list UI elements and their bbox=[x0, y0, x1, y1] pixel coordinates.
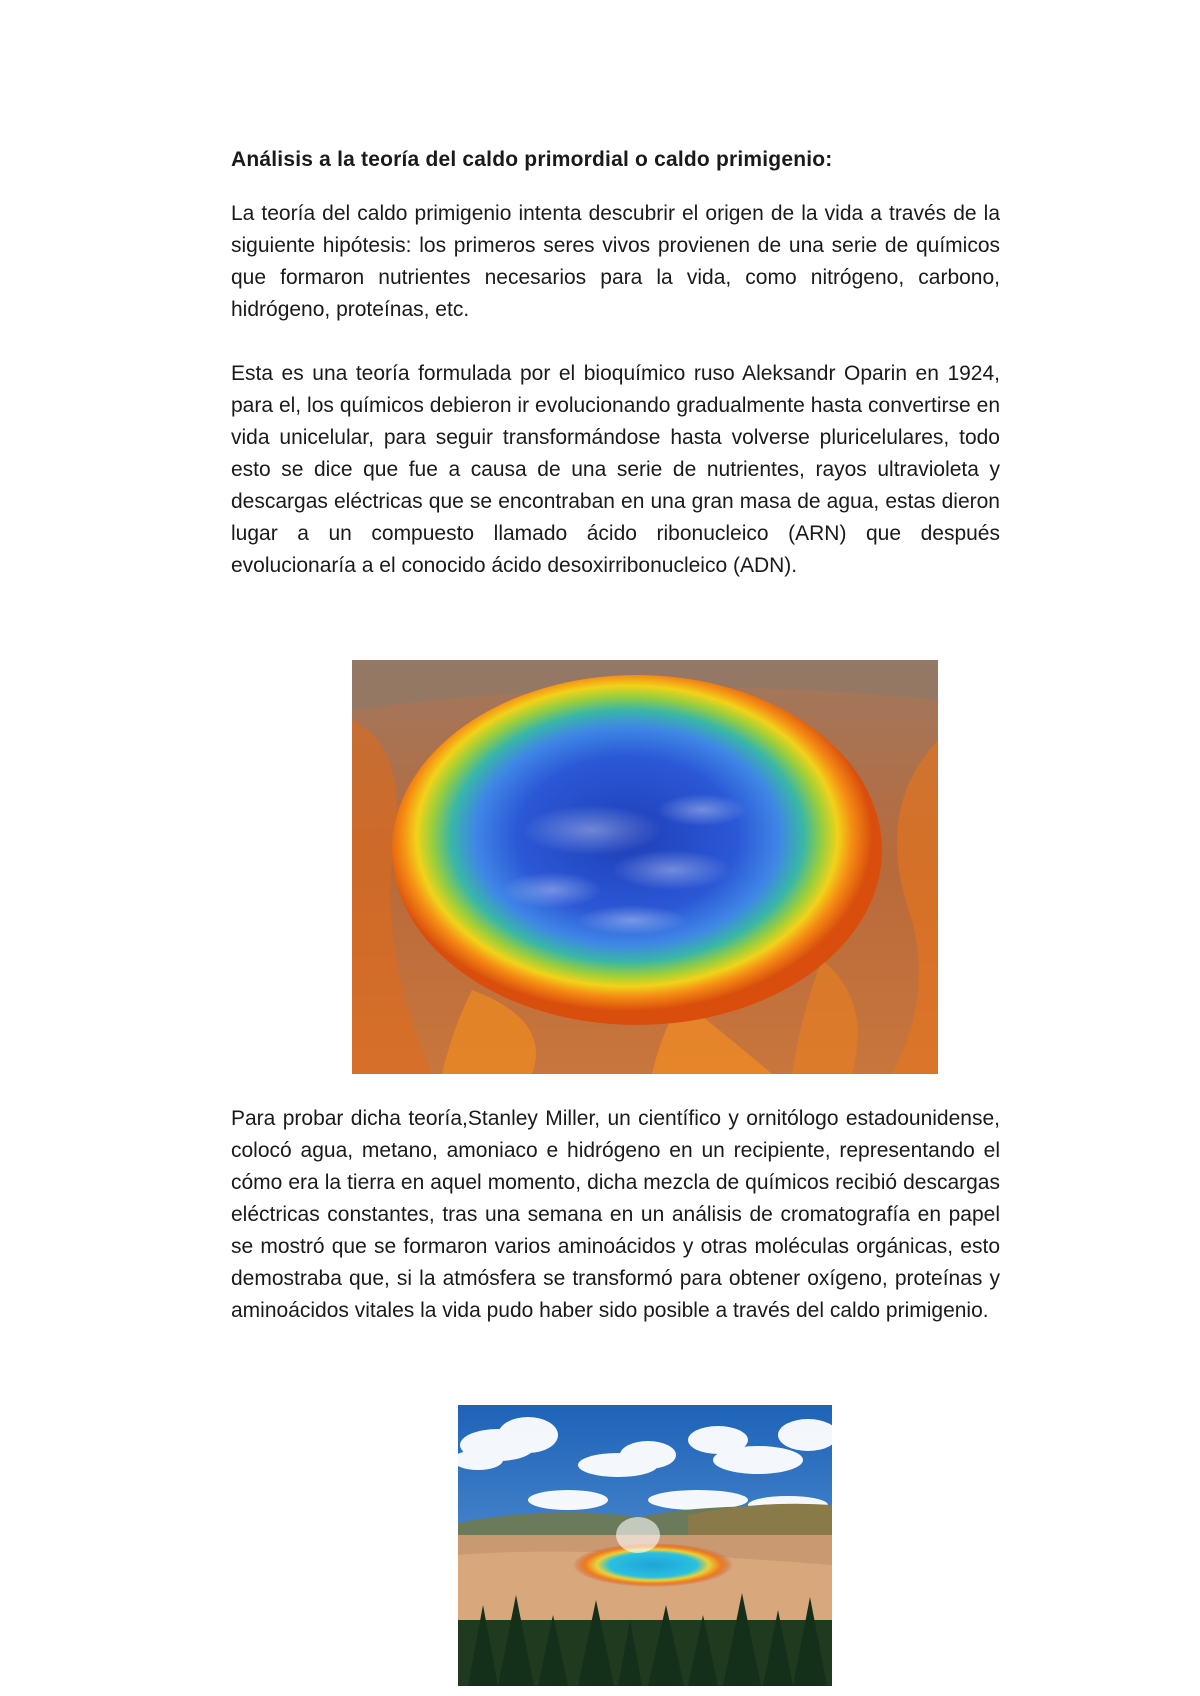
paragraph-miller: Para probar dicha teoría,Stanley Miller, un científico y ornitólogo estadounidense, colocó agua, metano, amoniaco e hidrógeno en un recipiente, representando el cómo era la tierra en aquel momento, dicha mezcla de químicos recibió descargas eléctricas constantes, tras una semana en un análisis de cromatografía en papel se mostró que se formaron varios aminoácidos y otras moléculas orgánicas, esto demostraba que, si la atmósfera se transformó para obtener oxígeno, proteínas y aminoácidos vitales la vida pudo haber sido posible a través del caldo primigenio. bbox=[231, 1107, 1000, 1322]
paragraph-intro: La teoría del caldo primigenio intenta descubrir el origen de la vida a través de la siguiente hipótesis: los primeros seres vivos provienen de una serie de químicos que formaron nutrientes necesarios para la vida, como nitrógeno, carbono, hidrógeno, proteínas, etc. bbox=[231, 202, 1000, 321]
document-title: Análisis a la teoría del caldo primordial o caldo primigenio: bbox=[231, 148, 833, 171]
document-body bbox=[231, 145, 1000, 614]
paragraph-oparin: Esta es una teoría formulada por el bioquímico ruso Aleksandr Oparin en 1924, para el, los químicos debieron ir evolucionando gradualmente hasta convertirse en vida unicelular, para seguir transformándose hasta volverse pluricelulares, todo esto se dice que fue a causa de una serie de nutrientes, rayos ultravioleta y descargas eléctricas que se encontraban en una gran masa de agua, estas dieron lugar a un compuesto llamado ácido ribonucleico (ARN) que después evolucionaría a el conocido ácido desoxirribonucleico (ADN). bbox=[231, 362, 1000, 577]
hot-spring-landscape-image bbox=[458, 1405, 832, 1686]
hot-spring-aerial-image bbox=[352, 660, 938, 1074]
